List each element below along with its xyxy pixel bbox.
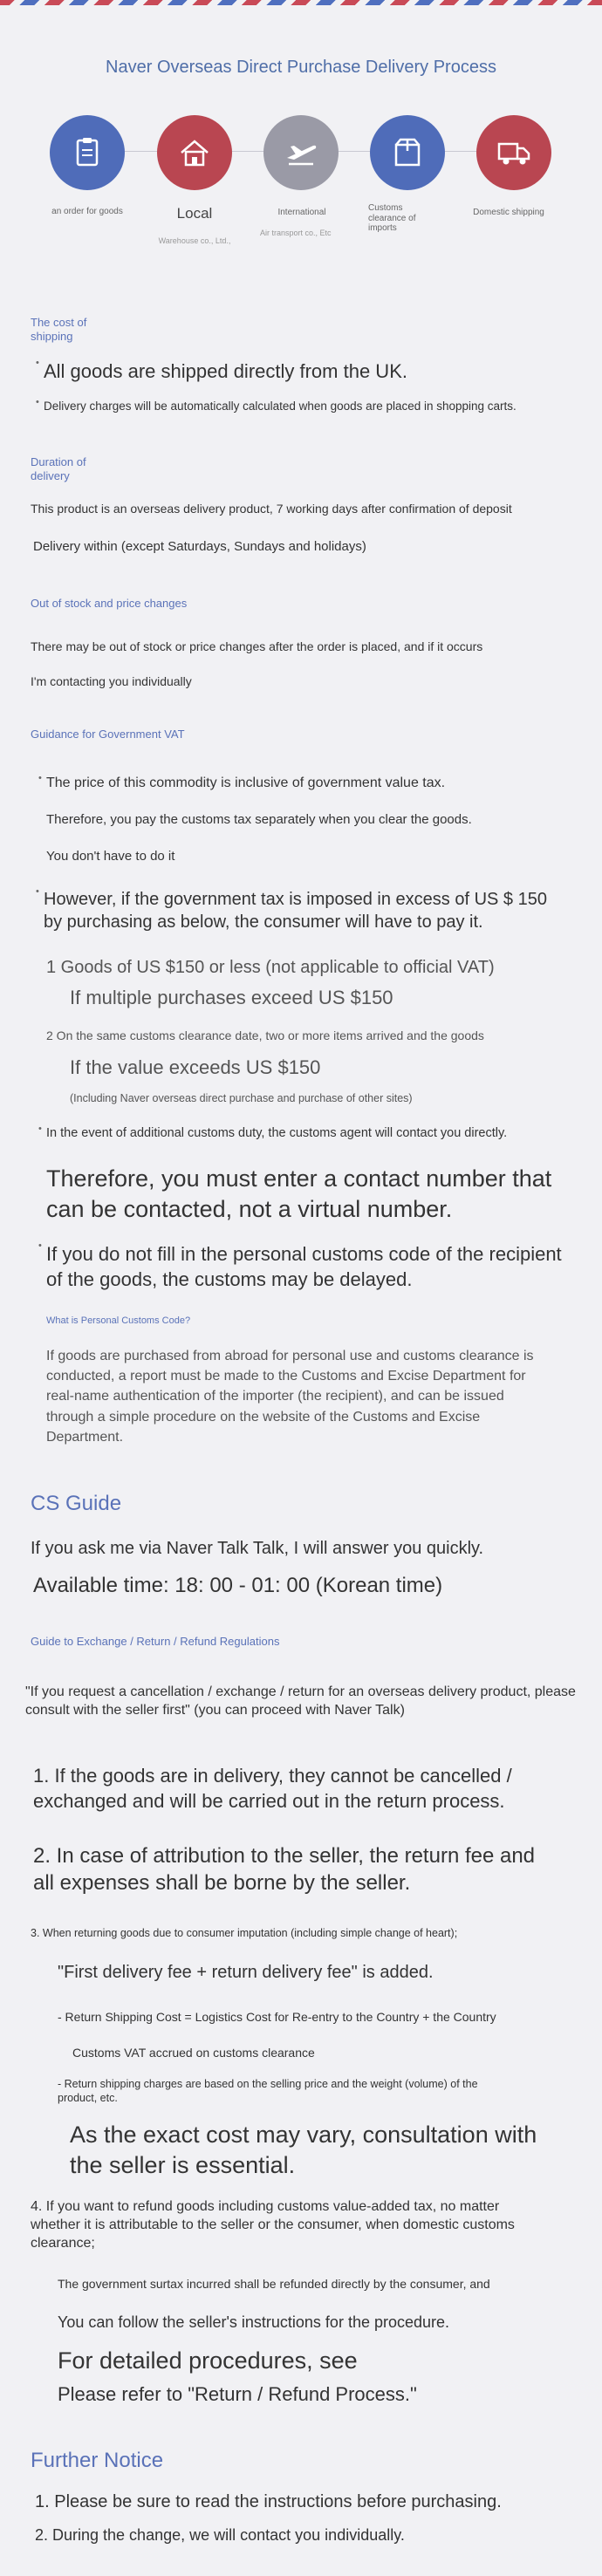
step-local-circle: [157, 115, 232, 190]
vat-paragraph-1: • The price of this commodity is inclusive of government value tax.: [46, 775, 570, 793]
vat-paragraph-4: • However, if the government tax is imposed in excess of US $ 150 by purchasing as below, the consumer will have to pay it.: [44, 888, 550, 933]
stock-line-1: There may be out of stock or price changes after the order is placed, and if it occurs: [31, 639, 483, 653]
step-local-label: Local: [176, 205, 213, 222]
exchange-item-4c: For detailed procedures, see: [58, 2347, 358, 2374]
step-order-circle: [50, 115, 125, 190]
box-icon: [388, 133, 427, 172]
cost-line-1: • All goods are shipped directly from the UK.: [44, 359, 567, 385]
exchange-item-3a: "First delivery fee + return delivery fee" is added.: [58, 1963, 434, 1982]
cost-line-2: • Delivery charges will be automatically calculated when goods are placed in shopping carts.: [44, 399, 585, 414]
exchange-item-2: 2. In case of attribution to the seller, the return fee and all expenses shall be borne by the seller.: [33, 1844, 536, 1896]
vat-condition-2c: (Including Naver overseas direct purchase and purchase of other sites): [70, 1092, 413, 1104]
step-international-circle: [263, 115, 339, 190]
vat-notice-1: • In the event of additional customs duty, the customs agent will contact you directly.: [46, 1125, 596, 1142]
section-title-cost: The cost of shipping: [31, 316, 87, 343]
vat-paragraph-3: You don't have to do it: [46, 849, 175, 864]
exchange-item-3c: Customs VAT accrued on customs clearance: [72, 2046, 315, 2060]
vat-notice-2: Therefore, you must enter a contact number that can be contacted, not a virtual number.: [46, 1165, 552, 1223]
exchange-item-1: 1. If the goods are in delivery, they cannot be cancelled / exchanged and will be carried out in the return process.: [33, 1765, 512, 1812]
step-customs-label: Customs clearance of imports: [368, 203, 416, 233]
vat-condition-2: 2 On the same customs clearance date, two or more items arrived and the goods: [46, 1028, 484, 1042]
vat-condition-1: 1 Goods of US $150 or less (not applicable to official VAT): [46, 958, 495, 977]
vat-paragraph-2: Therefore, you pay the customs tax separately when you clear the goods.: [46, 812, 472, 827]
section-title-cs: CS Guide: [31, 1492, 122, 1515]
step-customs-circle: [370, 115, 445, 190]
exchange-item-4: 4. If you want to refund goods including customs value-added tax, no matter whether it is attributable to the seller or the consumer, when domestic customs clearance;: [31, 2199, 515, 2251]
exchange-item-4a: The government surtax incurred shall be refunded directly by the consumer, and: [58, 2277, 490, 2291]
step-international-sublabel: Air transport co., Etc: [260, 229, 332, 237]
exchange-item-3d: - Return shipping charges are based on the selling price and the weight (volume) of the product, etc.: [58, 2078, 478, 2105]
step-domestic-label: Domestic shipping: [473, 208, 544, 217]
duration-line-1: This product is an overseas delivery product, 7 working days after confirmation of deposit: [31, 502, 512, 516]
house-icon: [175, 133, 214, 172]
step-domestic-circle: [476, 115, 551, 190]
step-local-sublabel: Warehouse co., Ltd.,: [158, 236, 231, 245]
step-international-label: International: [277, 208, 326, 217]
pcc-link[interactable]: What is Personal Customs Code?: [46, 1315, 191, 1326]
exchange-item-4d: Please refer to "Return / Refund Process.": [58, 2383, 417, 2405]
page-title: Naver Overseas Direct Purchase Delivery Process: [106, 58, 496, 77]
truck-icon: [495, 133, 533, 172]
vat-condition-1b: If multiple purchases exceed US $150: [70, 987, 393, 1008]
exchange-item-3e: As the exact cost may vary, consultation with the seller is essential.: [70, 2122, 537, 2179]
cs-line-1: If you ask me via Naver Talk Talk, I will answer you quickly.: [31, 1539, 484, 1558]
section-title-stock: Out of stock and price changes: [31, 597, 188, 610]
exchange-item-3: 3. When returning goods due to consumer imputation (including simple change of heart);: [31, 1927, 458, 1939]
exchange-item-3b: - Return Shipping Cost = Logistics Cost for Re-entry to the Country + the Country: [58, 2010, 496, 2024]
further-item-1: 1. Please be sure to read the instructions before purchasing.: [35, 2492, 502, 2511]
pcc-description: If goods are purchased from abroad for personal use and customs clearance is conducted, a report must be made to the Customs and Excise Department for real-name authentication of the importer (the recipient), and can be issued through a simple procedure on the website of the Customs and Excise Department.: [46, 1349, 534, 1445]
section-title-duration: Duration of delivery: [31, 455, 86, 482]
airmail-stripe-border: [0, 0, 602, 5]
stock-line-2: I'm contacting you individually: [31, 674, 192, 688]
section-title-exchange: Guide to Exchange / Return / Refund Regulations: [31, 1635, 280, 1648]
clipboard-icon: [68, 133, 106, 172]
exchange-item-4b: You can follow the seller's instructions for the procedure.: [58, 2313, 450, 2331]
section-title-further: Further Notice: [31, 2449, 164, 2472]
vat-notice-3: • If you do not fill in the personal customs code of the recipient of the goods, the customs may be delayed.: [46, 1242, 570, 1292]
step-order-label: an order for goods: [51, 207, 123, 216]
section-title-vat: Guidance for Government VAT: [31, 728, 185, 741]
duration-line-2: Delivery within (except Saturdays, Sundays and holidays): [33, 539, 366, 554]
further-item-2: 2. During the change, we will contact you individually.: [35, 2526, 405, 2544]
airplane-icon: [282, 133, 320, 172]
cs-line-2: Available time: 18: 00 - 01: 00 (Korean time): [33, 1574, 443, 1597]
exchange-intro: "If you request a cancellation / exchange / return for an overseas delivery product, please consult with the seller first" (you can proceed with Naver Talk): [25, 1684, 576, 1718]
vat-condition-2b: If the value exceeds US $150: [70, 1056, 321, 1078]
